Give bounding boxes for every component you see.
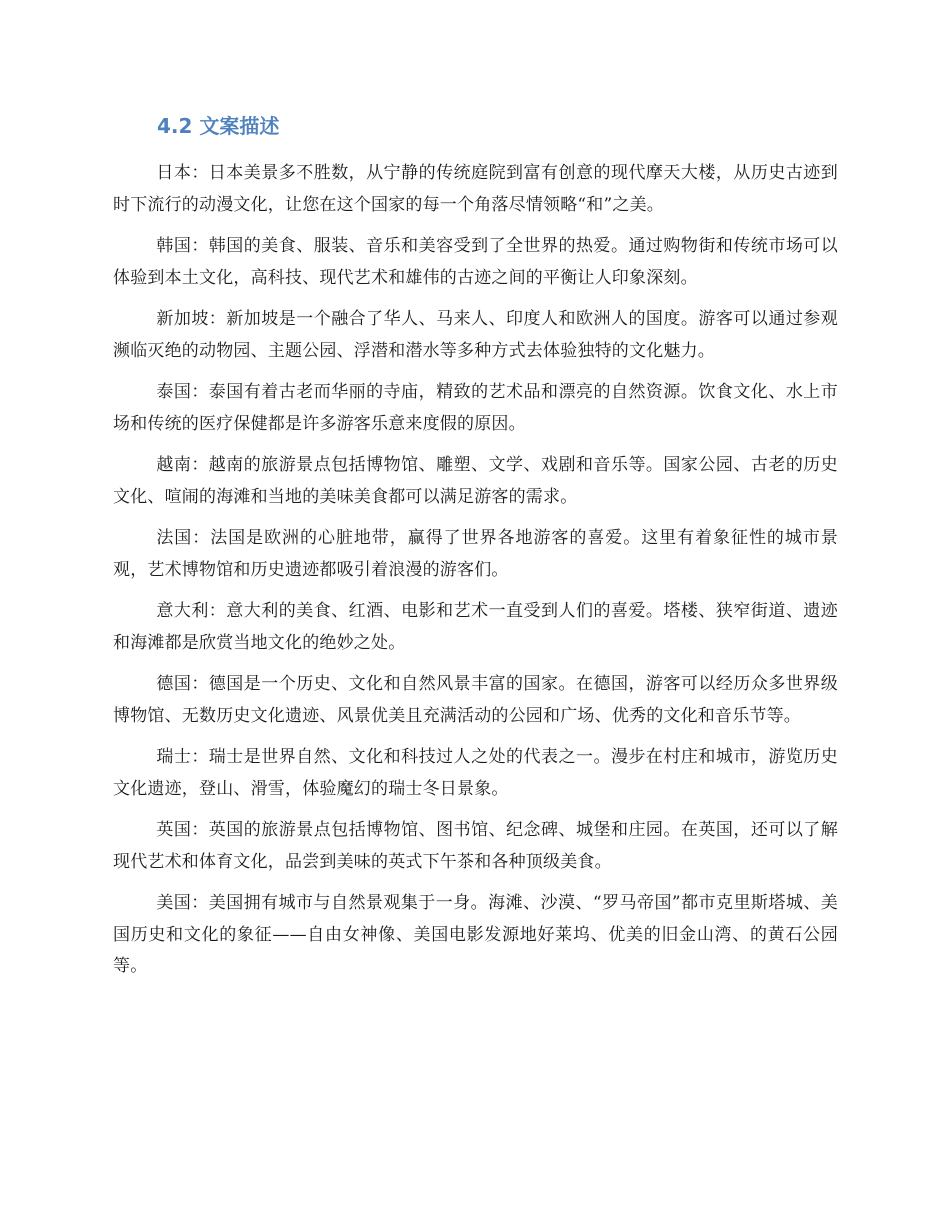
paragraph-thailand: 泰国：泰国有着古老而华丽的寺庙，精致的艺术品和漂亮的自然资源。饮食文化、水上市场和传统的医疗保健都是许多游客乐意来度假的原因。 <box>113 382 838 434</box>
paragraph-japan: 日本：日本美景多不胜数，从宁静的传统庭院到富有创意的现代摩天大楼，从历史古迹到时下流行的动漫文化，让您在这个国家的每一个角落尽情领略“和”之美。 <box>113 163 838 215</box>
paragraph-singapore: 新加坡：新加坡是一个融合了华人、马来人、印度人和欧洲人的国度。游客可以通过参观濒临灭绝的动物园、主题公园、浮潜和潜水等多种方式去体验独特的文化魅力。 <box>113 309 838 361</box>
paragraph-germany: 德国：德国是一个历史、文化和自然风景丰富的国家。在德国，游客可以经历众多世界级博物馆、无数历史文化遗迹、风景优美且充满活动的公园和广场、优秀的文化和音乐节等。 <box>113 674 838 726</box>
section-body <box>113 158 838 993</box>
paragraph-italy: 意大利：意大利的美食、红酒、电影和艺术一直受到人们的喜爱。塔楼、狭窄街道、遗迹和海滩都是欣赏当地文化的绝妙之处。 <box>113 601 838 653</box>
paragraph-uk: 英国：英国的旅游景点包括博物馆、图书馆、纪念碑、城堡和庄园。在英国，还可以了解现代艺术和体育文化，品尝到美味的英式下午茶和各种顶级美食。 <box>113 820 838 872</box>
paragraph-france: 法国：法国是欧洲的心脏地带，赢得了世界各地游客的喜爱。这里有着象征性的城市景观，艺术博物馆和历史遗迹都吸引着浪漫的游客们。 <box>113 528 838 580</box>
paragraph-vietnam: 越南：越南的旅游景点包括博物馆、雕塑、文学、戏剧和音乐等。国家公园、古老的历史文化、喧闹的海滩和当地的美味美食都可以满足游客的需求。 <box>113 455 838 507</box>
paragraph-usa: 美国：美国拥有城市与自然景观集于一身。海滩、沙漠、“罗马帝国”都市克里斯塔城、美国历史和文化的象征——自由女神像、美国电影发源地好莱坞、优美的旧金山湾、的黄石公园等。 <box>113 893 838 976</box>
section-heading: 4.2 文案描述 <box>157 114 280 138</box>
paragraph-switzerland: 瑞士：瑞士是世界自然、文化和科技过人之处的代表之一。漫步在村庄和城市，游览历史文化遗迹，登山、滑雪，体验魔幻的瑞士冬日景象。 <box>113 747 838 799</box>
paragraph-korea: 韩国：韩国的美食、服装、音乐和美容受到了全世界的热爱。通过购物街和传统市场可以体验到本土文化，高科技、现代艺术和雄伟的古迹之间的平衡让人印象深刻。 <box>113 236 838 288</box>
